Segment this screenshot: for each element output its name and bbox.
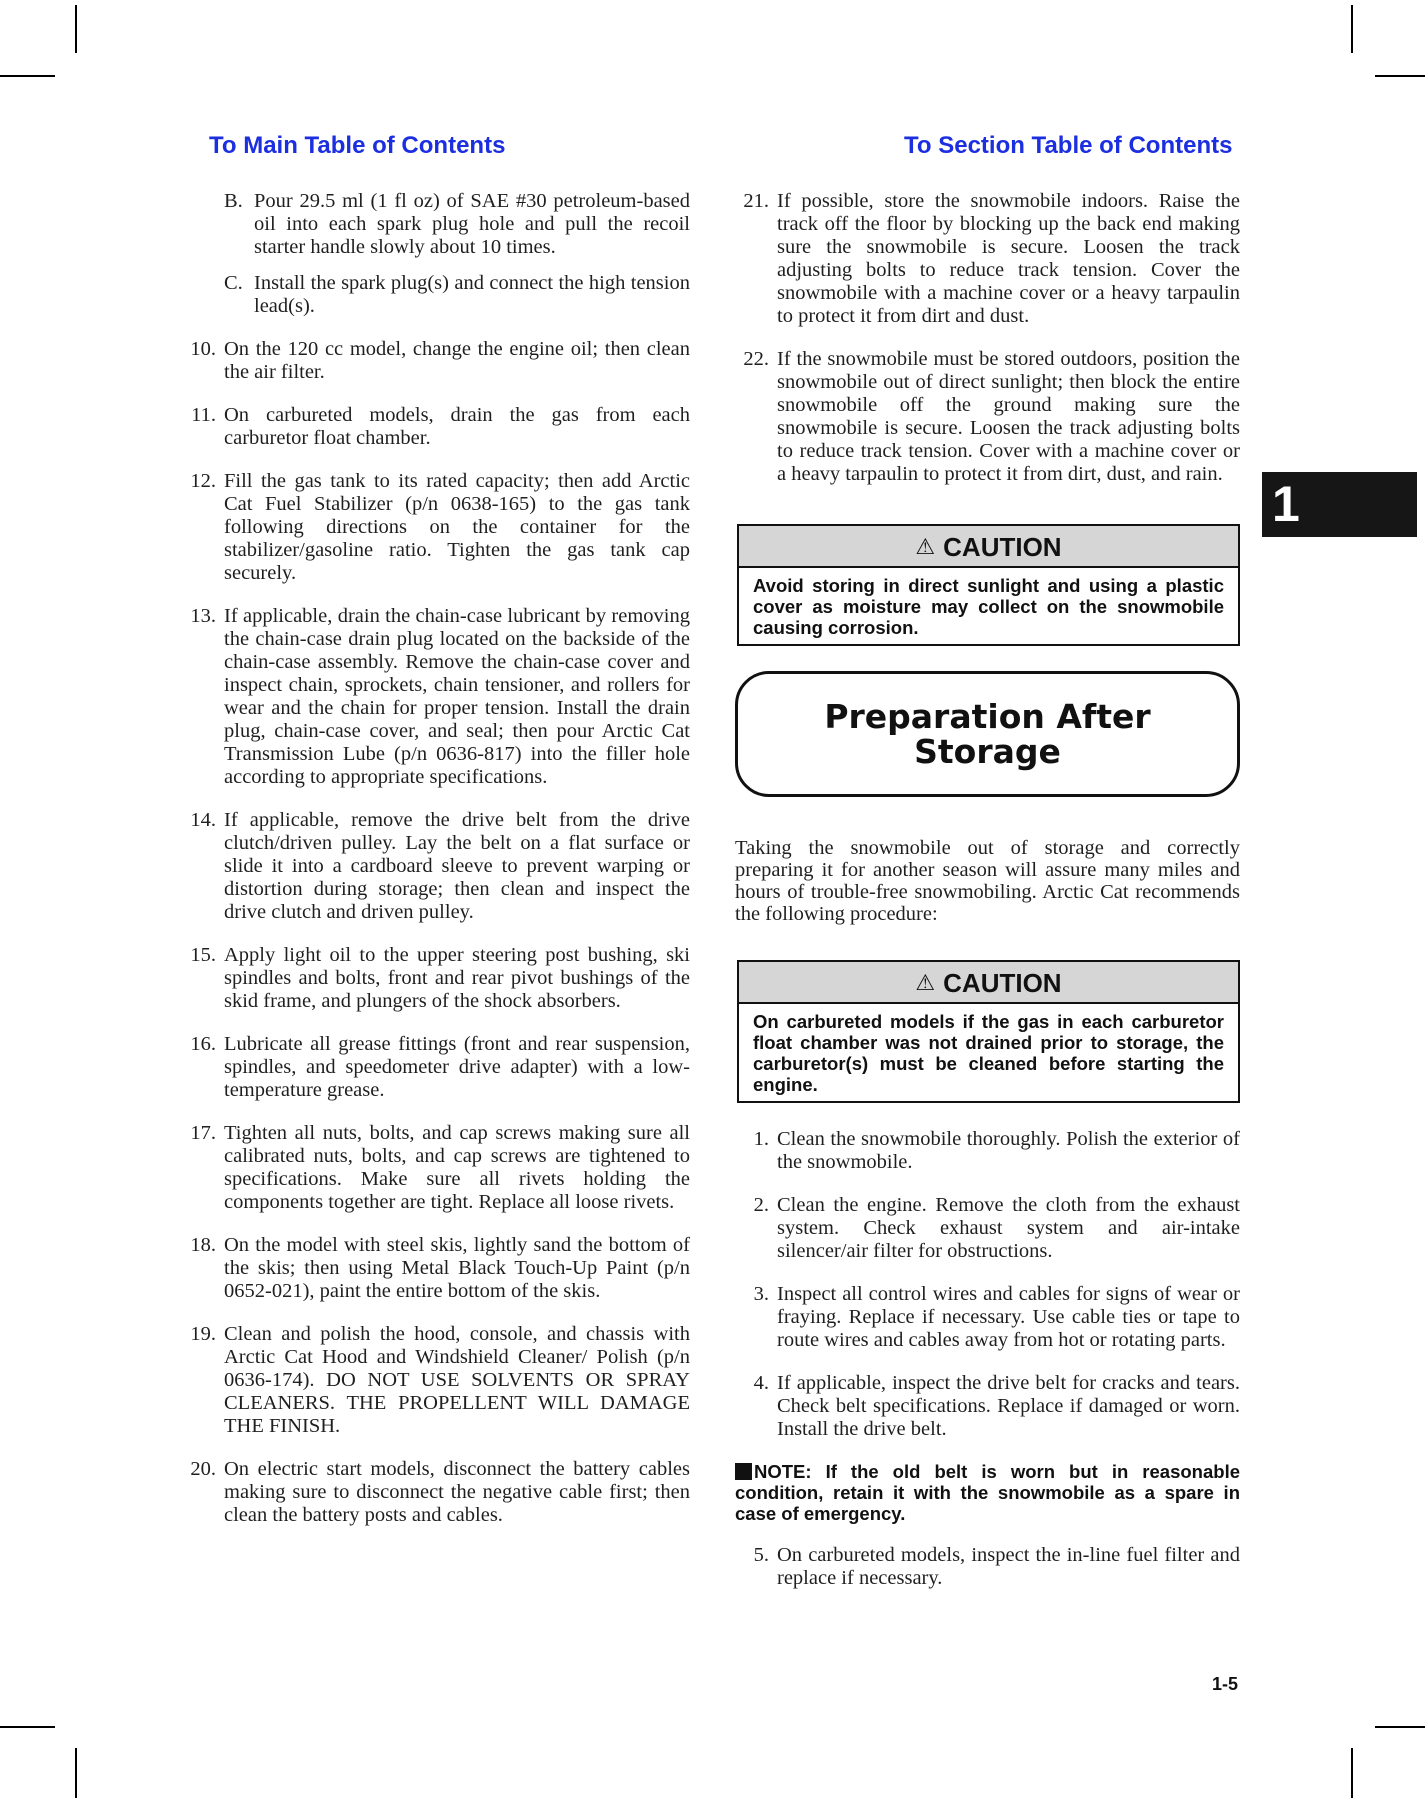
caution-title: CAUTION [943,532,1062,562]
caution-box [737,524,1240,646]
section-heading-line: Preparation After [824,697,1151,736]
item-text: Lubricate all grease fittings (front and rear suspension, spindles, and speedometer drive adapter) with a low-temperature grease. [224,1033,690,1101]
note-square-icon [735,1463,752,1480]
section-tab [1262,472,1417,537]
sub-step-letter: C. [224,272,243,294]
caution-header [739,526,1238,568]
item-number: 2. [753,1194,769,1216]
item-text: Tighten all nuts, bolts, and cap screws making sure all calibrated nuts, bolts, and cap screws are tightened to specifications. Make sure all rivets holding the components together are tight. Replace all loose rivets. [224,1122,690,1213]
item-number: 20. [190,1458,216,1480]
item-number: 21. [743,190,769,212]
item-text: If applicable, inspect the drive belt for cracks and tears. Check belt specifications. Replace if damaged or worn. Install the drive belt. [777,1372,1240,1440]
crop-mark [75,1748,77,1798]
list-item [735,1194,1240,1263]
sub-step [182,190,690,259]
item-text: On carbureted models, drain the gas from each carburetor float chamber. [224,404,690,449]
item-number: 3. [753,1283,769,1305]
section-toc-link[interactable]: To Section Table of Contents [904,132,1233,159]
warning-icon: ⚠ [915,534,936,559]
section-tab-number: 1 [1272,476,1300,532]
item-text: Clean the snowmobile thoroughly. Polish the exterior of the snowmobile. [777,1128,1240,1173]
item-number: 17. [190,1122,216,1144]
list-item [182,1458,690,1527]
sub-step [182,272,690,318]
item-text: On the model with steel skis, lightly sand the bottom of the skis; then using Metal Black Touch-Up Paint (p/n 0652-021), paint the entire bottom of the skis. [224,1234,690,1302]
item-number: 10. [190,338,216,360]
item-number: 1. [753,1128,769,1150]
item-text: If applicable, remove the drive belt from the drive clutch/driven pulley. Lay the belt on a flat surface or slide it into a cardboard sleeve to prevent warping or distortion during storage; then clean and inspect the drive clutch and driven pulley. [224,809,690,923]
item-text: On carbureted models, inspect the in-line fuel filter and replace if necessary. [777,1544,1240,1589]
list-item [182,404,690,450]
item-text: Clean the engine. Remove the cloth from the exhaust system. Check exhaust system and air-intake silencer/air filter for obstructions. [777,1194,1240,1262]
list-item [182,470,690,585]
sub-step-letter: B. [224,190,243,212]
left-column [182,190,690,1547]
item-text: Fill the gas tank to its rated capacity; then add Arctic Cat Fuel Stabilizer (p/n 0638-165) to the gas tank following directions on the container for the stabilizer/gasoline ratio. Tighten the gas tank cap securely. [224,470,690,584]
crop-mark [1375,1726,1425,1728]
main-toc-link[interactable]: To Main Table of Contents [209,132,506,159]
item-text: Apply light oil to the upper steering post bushing, ski spindles and bolts, front and rear pivot bushings of the skid frame, and plungers of the shock absorbers. [224,944,690,1012]
item-number: 18. [190,1234,216,1256]
list-item [735,1128,1240,1174]
crop-mark [1351,1748,1353,1798]
crop-mark [1375,75,1425,77]
item-text: If the snowmobile must be stored outdoors, position the snowmobile out of direct sunlight; then block the entire snowmobile off the ground making sure the snowmobile is secure. Loosen the track adjusting bolts to reduce track tension. Cover with a machine cover or a heavy tarpaulin to protect it from dirt, dust, and rain. [777,348,1240,485]
item-number: 5. [753,1544,769,1566]
section-heading [735,671,1240,797]
note-text: NOTE: If the old belt is worn but in reasonable condition, retain it with the snowmobile as a spare in case of emergency. [735,1461,1240,1524]
crop-mark [0,75,55,77]
sub-step-text: Pour 29.5 ml (1 fl oz) of SAE #30 petroleum-based oil into each spark plug hole and pull the recoil starter handle slowly about 10 times. [254,190,690,258]
list-item [182,1033,690,1102]
list-item [735,348,1240,486]
caution-header [739,962,1238,1004]
caution-title: CAUTION [943,968,1062,998]
crop-mark [0,1726,55,1728]
list-item [182,1122,690,1214]
list-item [182,1234,690,1303]
item-number: 4. [753,1372,769,1394]
list-item [735,1372,1240,1441]
item-text: If applicable, drain the chain-case lubricant by removing the chain-case drain plug located on the backside of the chain-case assembly. Remove the chain-case cover and inspect chain, sprockets, chain tensioner, and rollers for wear and the chain for proper tension. Install the drain plug, chain-case cover, and seal; then pour Arctic Cat Transmission Lube (p/n 0636-817) into the filler hole according to appropriate specifications. [224,605,690,788]
right-column [735,190,1240,1610]
list-item [182,944,690,1013]
list-item [182,809,690,924]
list-item [735,190,1240,328]
item-text: If possible, store the snowmobile indoors. Raise the track off the floor by blocking up the back end making sure the snowmobile is secure. Loosen the track adjusting bolts to reduce track tension. Cover the snowmobile with a machine cover or a heavy tarpaulin to protect it from dirt and dust. [777,190,1240,327]
item-number: 19. [190,1323,216,1345]
item-text: Clean and polish the hood, console, and chassis with Arctic Cat Hood and Windshield Cleaner/ Polish (p/n 0636-174). DO NOT USE SOLVENTS OR SPRAY CLEANERS. THE PROPELLENT WILL DAMAGE THE FINISH. [224,1323,690,1437]
caution-text: On carbureted models if the gas in each carburetor float chamber was not drained prior to storage, the carburetor(s) must be cleaned before starting the engine. [753,1011,1224,1095]
page-number: 1-5 [1212,1674,1239,1694]
item-text: On electric start models, disconnect the battery cables making sure to disconnect the negative cable first; then clean the battery posts and cables. [224,1458,690,1526]
caution-text: Avoid storing in direct sunlight and using a plastic cover as moisture may collect on the snowmobile causing corrosion. [753,575,1224,638]
crop-mark [1351,5,1353,53]
list-item [182,1323,690,1438]
section-heading-line: Storage [914,732,1061,771]
warning-icon: ⚠ [915,970,936,995]
list-item [182,338,690,384]
note [735,1461,1240,1524]
item-number: 16. [190,1033,216,1055]
list-item [735,1283,1240,1352]
crop-mark [75,5,77,53]
list-item [182,605,690,789]
item-number: 12. [190,470,216,492]
item-number: 15. [190,944,216,966]
item-text: On the 120 cc model, change the engine oil; then clean the air filter. [224,338,690,383]
item-number: 22. [743,348,769,370]
sub-step-text: Install the spark plug(s) and connect the high tension lead(s). [254,272,690,317]
item-number: 14. [190,809,216,831]
list-item [735,1544,1240,1590]
item-number: 13. [190,605,216,627]
item-text: Inspect all control wires and cables for signs of wear or fraying. Replace if necessary. Use cable ties or tape to route wires and cables away from hot or rotating parts. [777,1283,1240,1351]
intro-paragraph: Taking the snowmobile out of storage and correctly preparing it for another season will assure many miles and hours of trouble-free snowmobiling. Arctic Cat recommends the following procedure: [735,837,1240,925]
caution-box [737,960,1240,1103]
item-number: 11. [191,404,216,426]
